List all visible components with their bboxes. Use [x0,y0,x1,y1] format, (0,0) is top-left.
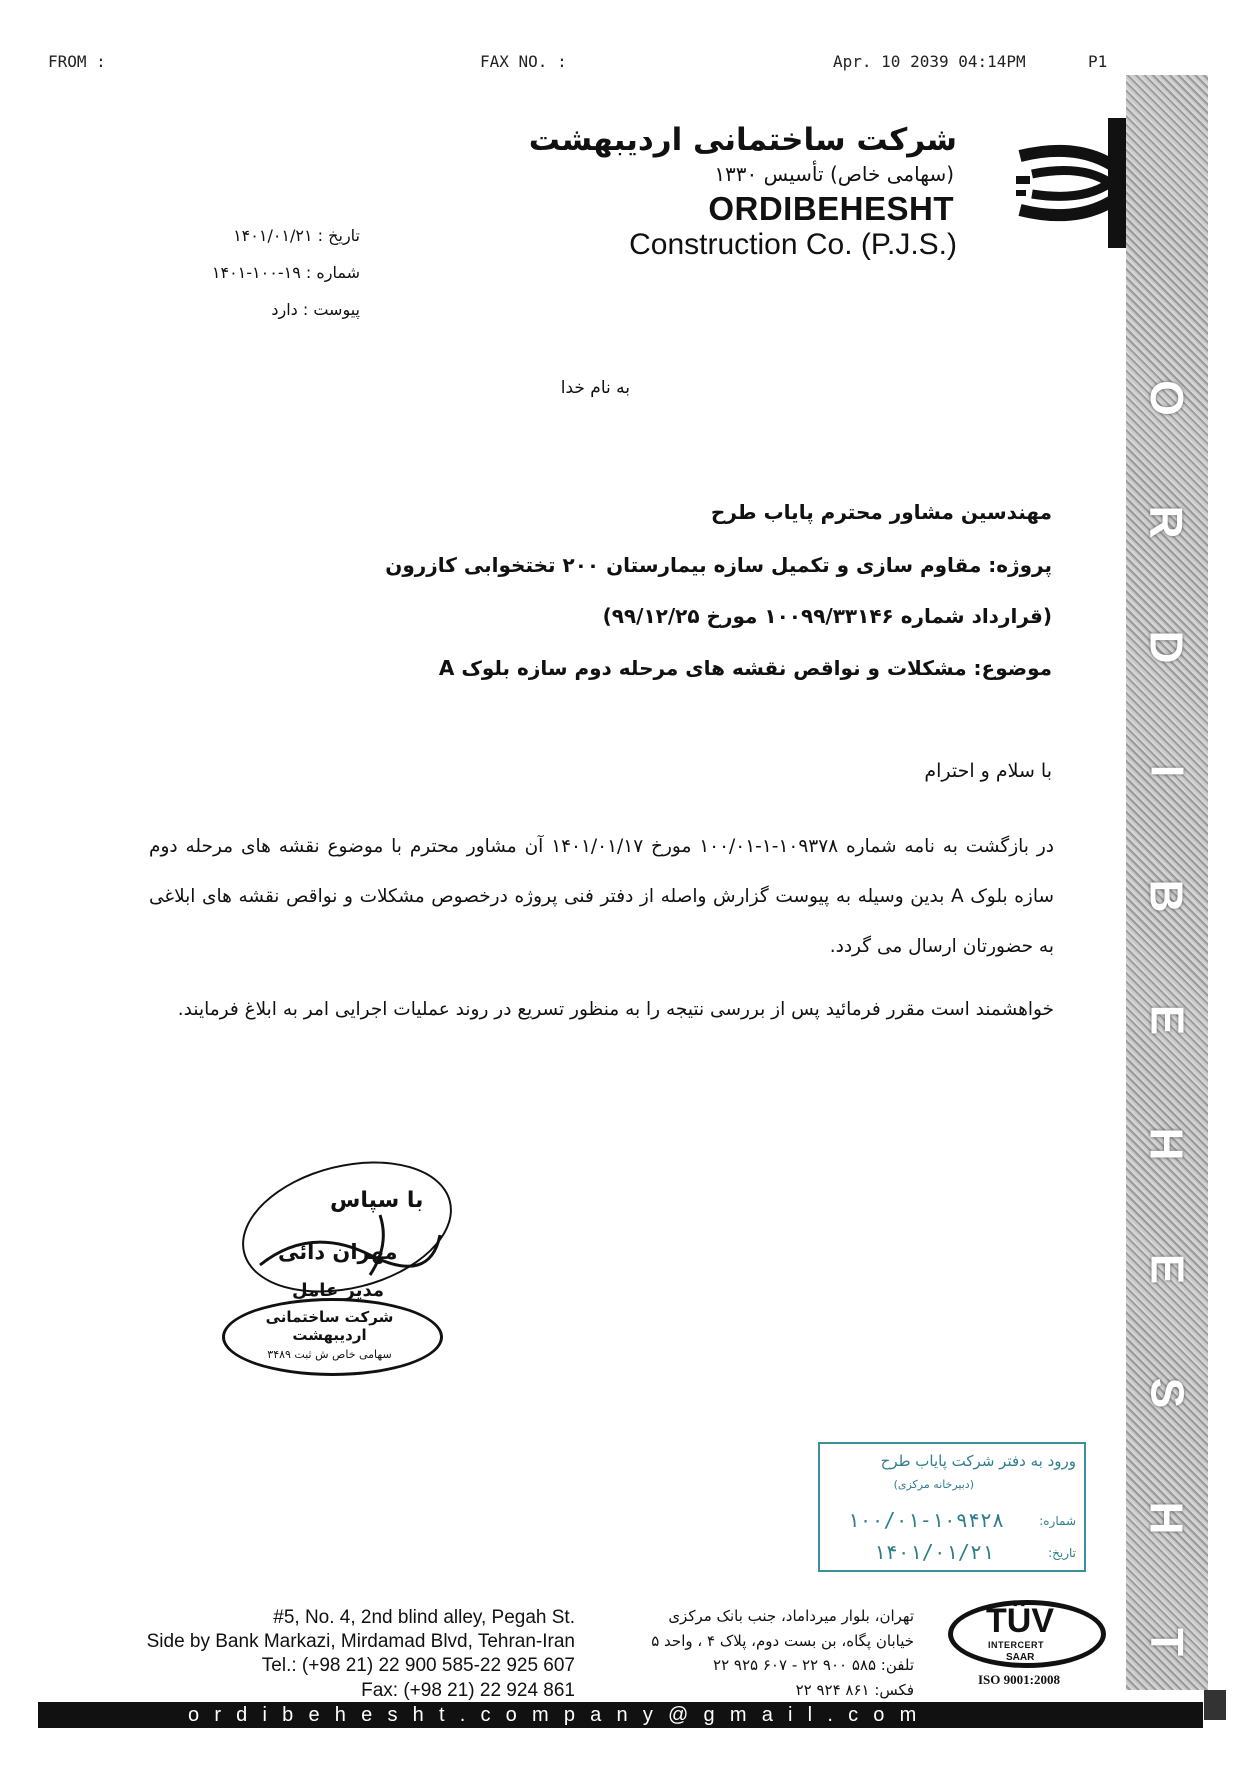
side-letter: E [1141,1253,1193,1285]
footer-address-fa-line1: تهران، بلوار میرداماد، جنب بانک مرکزی [668,1607,914,1625]
company-subtitle: (سهامی خاص) تأسیس ۱۳۳۰ [714,162,954,186]
letter-contract: (قرارداد شماره ۱۰۰۹۹/۳۳۱۴۶ مورخ ۹۹/۱۲/۲۵) [602,604,1052,628]
receipt-number: ۱۰۰/۰۱-۱۰۹۴۲۸ [847,1508,1004,1532]
side-letter: T [1140,1627,1193,1656]
letter-subject: موضوع: مشکلات و نواقص نقشه های مرحله دوم سازه بلوک A [438,656,1052,680]
letter-greeting: با سلام و احترام [924,760,1052,782]
fax-date-time: Apr. 10 2039 04:14PM [833,52,1026,71]
side-letter: O [1141,380,1193,416]
tuv-mark: TÜV [986,1602,1054,1640]
footer-fax-en: Fax: (+98 21) 22 924 861 [361,1680,575,1701]
tuv-saar: SAAR [1006,1652,1035,1663]
side-letter: I [1141,764,1193,778]
company-name-persian: شرکت ساختمانی اردیبهشت [528,122,957,158]
footer-address-fa-line2: خیابان پگاه، بن بست دوم، پلاک ۴ ، واحد ۵ [651,1632,914,1650]
letter-paragraph-1: در بازگشت به نامه شماره ۱۰۹۳۷۸-۱-۱۰۰/۰۱ مورخ ۱۴۰۱/۰۱/۱۷ آن مشاور محترم با موضوع نقشه های مرحله دوم سازه بلوک A بدین وسیله به پیوست گزارش واصله از دفتر فنی پروژه درخصوص مشکلات و نواقص نقشه های ابلاغی به حضورتان ارسال می گردد. [149,836,1054,957]
receipt-date: ۱۴۰۱/۰۱/۲۱ [873,1540,994,1564]
signature-thanks: با سپاس [330,1188,424,1213]
side-letter: B [1140,878,1193,913]
letter-paragraph-2: خواهشمند است مقرر فرمائید پس از بررسی نتیجه را به منظور تسریع در روند عملیات اجرایی امر به ابلاغ فرمایند. [177,999,1054,1020]
footer-email-bar [38,1702,1203,1728]
receipt-stamp-subtitle: (دبیرخانه مرکزی) [893,1478,974,1491]
footer-corner-mark [1204,1690,1226,1720]
company-type-english: Construction Co. (P.J.S.) [629,228,957,261]
letter-project: پروژه: مقاوم سازی و تکمیل سازه بیمارستان ۲۰۰ تختخوابی کازرون [385,553,1052,577]
receipt-date-label: تاریخ: [1048,1546,1076,1560]
fax-number-label: FAX NO. : [480,52,567,71]
company-name-english: ORDIBEHESHT [708,190,954,227]
letter-number: شماره : ۱۹-۱۰۰-۱۴۰۱ [211,263,360,282]
signatory-title: مدیر عامل [292,1280,385,1301]
footer-email: ordibehesht.company@gmail.com [188,1704,932,1726]
footer-telephone-fa: تلفن: ۵۸۵ ۹۰۰ ۲۲ - ۶۰۷ ۹۲۵ ۲۲ [713,1656,914,1674]
footer-telephone-en: Tel.: (+98 21) 22 900 585-22 925 607 [261,1655,575,1676]
iso-certification: ISO 9001:2008 [978,1672,1060,1687]
company-seal-registration: سهامی خاص ش ثبت ۳۴۸۹ [267,1348,392,1361]
side-letter: S [1141,1377,1193,1409]
side-letter: E [1141,1004,1193,1036]
side-letter: R [1140,505,1193,540]
letter-attachment: پیوست : دارد [271,300,360,319]
footer-address-en-line1: #5, No. 4, 2nd blind alley, Pegah St. [273,1607,575,1628]
side-letter: H [1140,1127,1193,1161]
receipt-stamp [818,1442,1086,1572]
tuv-intercert: INTERCERT [988,1640,1044,1650]
letter-date: تاریخ : ۱۴۰۱/۰۱/۲۱ [233,226,360,245]
side-letter: H [1140,1500,1193,1535]
tuv-certification-logo [948,1600,1110,1688]
fax-page-number: P1 [1088,52,1108,71]
receipt-number-label: شماره: [1039,1514,1076,1528]
footer-fax-fa: فکس: ۸۶۱ ۹۲۴ ۲۲ [795,1681,914,1699]
footer-address-en-line2: Side by Bank Markazi, Mirdamad Blvd, Tehran-Iran [146,1631,575,1652]
side-letter: D [1140,630,1193,664]
letter-addressee: مهندسین مشاور محترم پایاب طرح [710,500,1052,524]
fax-from-label: FROM : [48,52,106,71]
side-brand-band [1126,75,1208,1690]
receipt-stamp-title: ورود به دفتر شرکت پایاب طرح [880,1452,1076,1470]
basmala: به نام خدا [560,378,630,398]
signatory-name: مهران دائی [278,1240,398,1264]
company-seal-name: شرکت ساختمانی اردیبهشت [265,1308,394,1344]
